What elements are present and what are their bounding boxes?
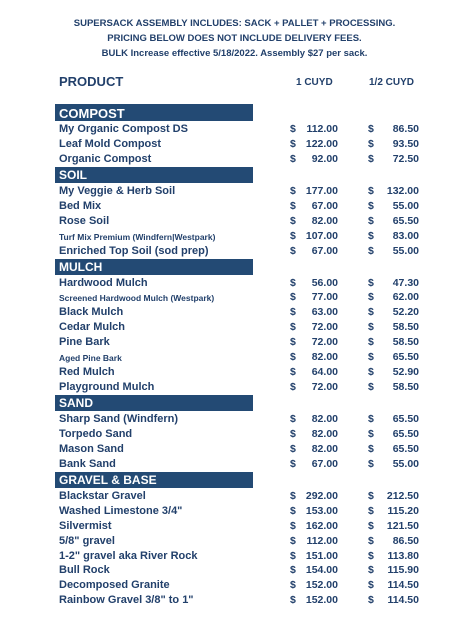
- product-name: Rainbow Gravel 3/8" to 1": [59, 594, 194, 607]
- price-amount: 86.50: [392, 123, 419, 135]
- price-amount: 154.00: [305, 564, 338, 577]
- currency-symbol: $: [368, 199, 374, 212]
- currency-symbol: $: [368, 276, 374, 289]
- currency-symbol: $: [368, 549, 374, 562]
- currency-symbol: $: [368, 152, 374, 165]
- currency-symbol: $: [368, 519, 374, 532]
- currency-symbol: $: [290, 594, 296, 607]
- price-amount: 82.00: [311, 427, 338, 440]
- price-amount: 67.00: [311, 457, 338, 470]
- currency-symbol: $: [368, 489, 374, 502]
- table-row: [0, 412, 469, 427]
- price-amount: 82.00: [311, 442, 338, 455]
- table-row: [0, 504, 469, 519]
- table-row: [0, 427, 469, 442]
- price-table: [0, 104, 469, 608]
- product-name: Bull Rock: [59, 564, 110, 577]
- table-row: [0, 137, 469, 152]
- price-amount: 114.50: [387, 594, 419, 607]
- product-name: Cedar Mulch: [59, 321, 126, 334]
- currency-symbol: $: [368, 214, 374, 227]
- table-row: [0, 320, 469, 335]
- price-amount: 62.00: [392, 291, 419, 304]
- price-amount: 65.50: [392, 442, 419, 455]
- price-amount: 72.50: [392, 152, 419, 165]
- table-row: [0, 214, 469, 229]
- currency-symbol: $: [290, 214, 296, 227]
- price-amount: 82.00: [311, 214, 338, 227]
- product-name: Decomposed Granite: [59, 579, 170, 592]
- table-row: [0, 335, 469, 350]
- table-row: [0, 563, 469, 578]
- notice-line-1: SUPERSACK ASSEMBLY INCLUDES: SACK + PALLET + PROCESSING.: [73, 18, 396, 29]
- price-amount: 56.00: [311, 276, 338, 289]
- price-amount: 65.50: [392, 413, 419, 425]
- table-row: [0, 244, 469, 259]
- currency-symbol: $: [368, 291, 374, 304]
- currency-symbol: $: [368, 306, 374, 319]
- product-name: My Veggie & Herb Soil: [59, 184, 176, 197]
- table-row: [0, 365, 469, 380]
- price-amount: 115.20: [387, 504, 419, 517]
- table-row: [0, 457, 469, 472]
- table-row: [0, 519, 469, 534]
- price-amount: 114.50: [387, 579, 419, 592]
- price-amount: 92.00: [311, 152, 338, 165]
- currency-symbol: $: [290, 152, 296, 165]
- price-amount: 65.50: [392, 351, 419, 364]
- price-amount: 113.80: [387, 549, 419, 562]
- currency-symbol: $: [368, 413, 374, 425]
- currency-symbol: $: [290, 306, 296, 319]
- product-name: Washed Limestone 3/4": [59, 504, 183, 517]
- product-name: Mason Sand: [59, 442, 124, 455]
- price-amount: 107.00: [305, 229, 338, 242]
- product-name: Aged Pine Bark: [59, 353, 122, 364]
- currency-symbol: $: [290, 366, 296, 379]
- table-row: [0, 199, 469, 214]
- table-row: [0, 534, 469, 549]
- pricing-notice: [0, 16, 469, 61]
- currency-symbol: $: [290, 276, 296, 289]
- currency-symbol: $: [290, 229, 296, 242]
- currency-symbol: $: [290, 351, 296, 364]
- table-row: [0, 152, 469, 167]
- price-amount: 58.50: [392, 336, 419, 349]
- header-product: PRODUCT: [59, 74, 124, 89]
- currency-symbol: $: [368, 504, 374, 517]
- price-amount: 55.00: [392, 457, 419, 470]
- currency-symbol: $: [290, 291, 296, 304]
- product-name: Enriched Top Soil (sod prep): [59, 244, 209, 257]
- table-row: [0, 276, 469, 291]
- product-name: Pine Bark: [59, 336, 110, 349]
- currency-symbol: $: [368, 442, 374, 455]
- product-name: Organic Compost: [59, 152, 152, 165]
- product-name: Screened Hardwood Mulch (Westpark): [59, 293, 215, 304]
- category-header: SAND: [55, 395, 253, 412]
- currency-symbol: $: [290, 564, 296, 577]
- price-amount: 52.90: [392, 366, 419, 379]
- product-name: 5/8" gravel: [59, 534, 115, 547]
- product-name: Bed Mix: [59, 199, 102, 212]
- product-name: Red Mulch: [59, 366, 115, 379]
- currency-symbol: $: [368, 229, 374, 242]
- currency-symbol: $: [368, 184, 374, 197]
- currency-symbol: $: [368, 137, 374, 150]
- price-amount: 63.00: [311, 306, 338, 319]
- table-row: [0, 229, 469, 244]
- table-row: [0, 350, 469, 365]
- category-header: COMPOST: [55, 104, 253, 122]
- price-amount: 122.00: [305, 137, 338, 150]
- currency-symbol: $: [368, 594, 374, 607]
- price-amount: 151.00: [305, 549, 338, 562]
- product-name: Silvermist: [59, 519, 112, 532]
- product-name: Turf Mix Premium (Windfern|Westpark): [59, 231, 216, 242]
- currency-symbol: $: [368, 427, 374, 440]
- price-amount: 112.00: [306, 534, 338, 547]
- price-amount: 72.00: [311, 321, 338, 334]
- currency-symbol: $: [290, 137, 296, 150]
- currency-symbol: $: [368, 381, 374, 394]
- price-amount: 55.00: [392, 244, 419, 257]
- currency-symbol: $: [290, 579, 296, 592]
- price-amount: 86.50: [392, 534, 419, 547]
- price-amount: 121.50: [386, 519, 419, 532]
- currency-symbol: $: [290, 534, 296, 547]
- price-amount: 115.90: [387, 564, 419, 577]
- price-amount: 67.00: [311, 244, 338, 257]
- currency-symbol: $: [368, 321, 374, 334]
- currency-symbol: $: [290, 442, 296, 455]
- currency-symbol: $: [290, 457, 296, 470]
- currency-symbol: $: [368, 366, 374, 379]
- product-name: Sharp Sand (Windfern): [59, 413, 179, 425]
- header-half-cuyd: 1/2 CUYD: [369, 77, 415, 88]
- table-row: [0, 290, 469, 305]
- table-row: [0, 184, 469, 199]
- notice-line-2: PRICING BELOW DOES NOT INCLUDE DELIVERY FEES.: [107, 33, 362, 44]
- currency-symbol: $: [368, 244, 374, 257]
- table-row: [0, 578, 469, 593]
- price-amount: 52.20: [392, 306, 419, 319]
- table-row: [0, 593, 469, 608]
- price-amount: 212.50: [386, 489, 419, 502]
- price-amount: 83.00: [392, 229, 419, 242]
- price-amount: 58.50: [392, 321, 419, 334]
- currency-symbol: $: [368, 457, 374, 470]
- price-amount: 292.00: [305, 489, 338, 502]
- currency-symbol: $: [290, 336, 296, 349]
- category-header: SOIL: [55, 167, 253, 184]
- currency-symbol: $: [290, 199, 296, 212]
- currency-symbol: $: [290, 504, 296, 517]
- table-row: [0, 380, 469, 395]
- price-amount: 152.00: [305, 594, 338, 607]
- product-name: Black Mulch: [59, 306, 124, 319]
- product-name: Torpedo Sand: [59, 427, 133, 440]
- currency-symbol: $: [368, 564, 374, 577]
- price-amount: 64.00: [311, 366, 338, 379]
- product-name: Playground Mulch: [59, 381, 155, 394]
- currency-symbol: $: [368, 351, 374, 364]
- currency-symbol: $: [290, 549, 296, 562]
- category-header: GRAVEL & BASE: [55, 472, 253, 489]
- product-name: Blackstar Gravel: [59, 489, 146, 502]
- table-header: [0, 74, 469, 94]
- price-amount: 82.00: [311, 351, 338, 364]
- notice-line-3: BULK Increase effective 5/18/2022. Assembly $27 per sack.: [101, 48, 368, 59]
- product-name: My Organic Compost DS: [59, 123, 188, 135]
- currency-symbol: $: [290, 381, 296, 394]
- table-row: [0, 122, 469, 137]
- header-1-cuyd: 1 CUYD: [296, 77, 333, 88]
- price-amount: 55.00: [392, 199, 419, 212]
- price-amount: 65.50: [392, 427, 419, 440]
- currency-symbol: $: [290, 123, 296, 135]
- price-amount: 112.00: [306, 123, 338, 135]
- price-amount: 65.50: [392, 214, 419, 227]
- price-amount: 152.00: [305, 579, 338, 592]
- table-row: [0, 442, 469, 457]
- price-amount: 67.00: [311, 199, 338, 212]
- price-amount: 82.00: [311, 413, 338, 425]
- price-amount: 77.00: [311, 291, 338, 304]
- price-amount: 132.00: [386, 184, 419, 197]
- price-amount: 47.30: [392, 276, 419, 289]
- table-row: [0, 489, 469, 504]
- currency-symbol: $: [290, 244, 296, 257]
- currency-symbol: $: [290, 413, 296, 425]
- price-amount: 72.00: [311, 336, 338, 349]
- currency-symbol: $: [368, 123, 374, 135]
- price-amount: 177.00: [305, 184, 338, 197]
- currency-symbol: $: [290, 321, 296, 334]
- currency-symbol: $: [290, 184, 296, 197]
- price-amount: 58.50: [392, 381, 419, 394]
- product-name: Hardwood Mulch: [59, 276, 148, 289]
- price-amount: 162.00: [305, 519, 338, 532]
- table-row: [0, 305, 469, 320]
- currency-symbol: $: [368, 336, 374, 349]
- table-row: [0, 549, 469, 564]
- product-name: 1-2" gravel aka River Rock: [59, 549, 198, 562]
- price-amount: 93.50: [392, 137, 419, 150]
- currency-symbol: $: [290, 519, 296, 532]
- category-header: MULCH: [55, 259, 253, 276]
- product-name: Bank Sand: [59, 457, 116, 470]
- product-name: Leaf Mold Compost: [59, 137, 162, 150]
- currency-symbol: $: [368, 579, 374, 592]
- currency-symbol: $: [368, 534, 374, 547]
- product-name: Rose Soil: [59, 214, 110, 227]
- currency-symbol: $: [290, 489, 296, 502]
- price-amount: 153.00: [305, 504, 338, 517]
- price-amount: 72.00: [311, 381, 338, 394]
- currency-symbol: $: [290, 427, 296, 440]
